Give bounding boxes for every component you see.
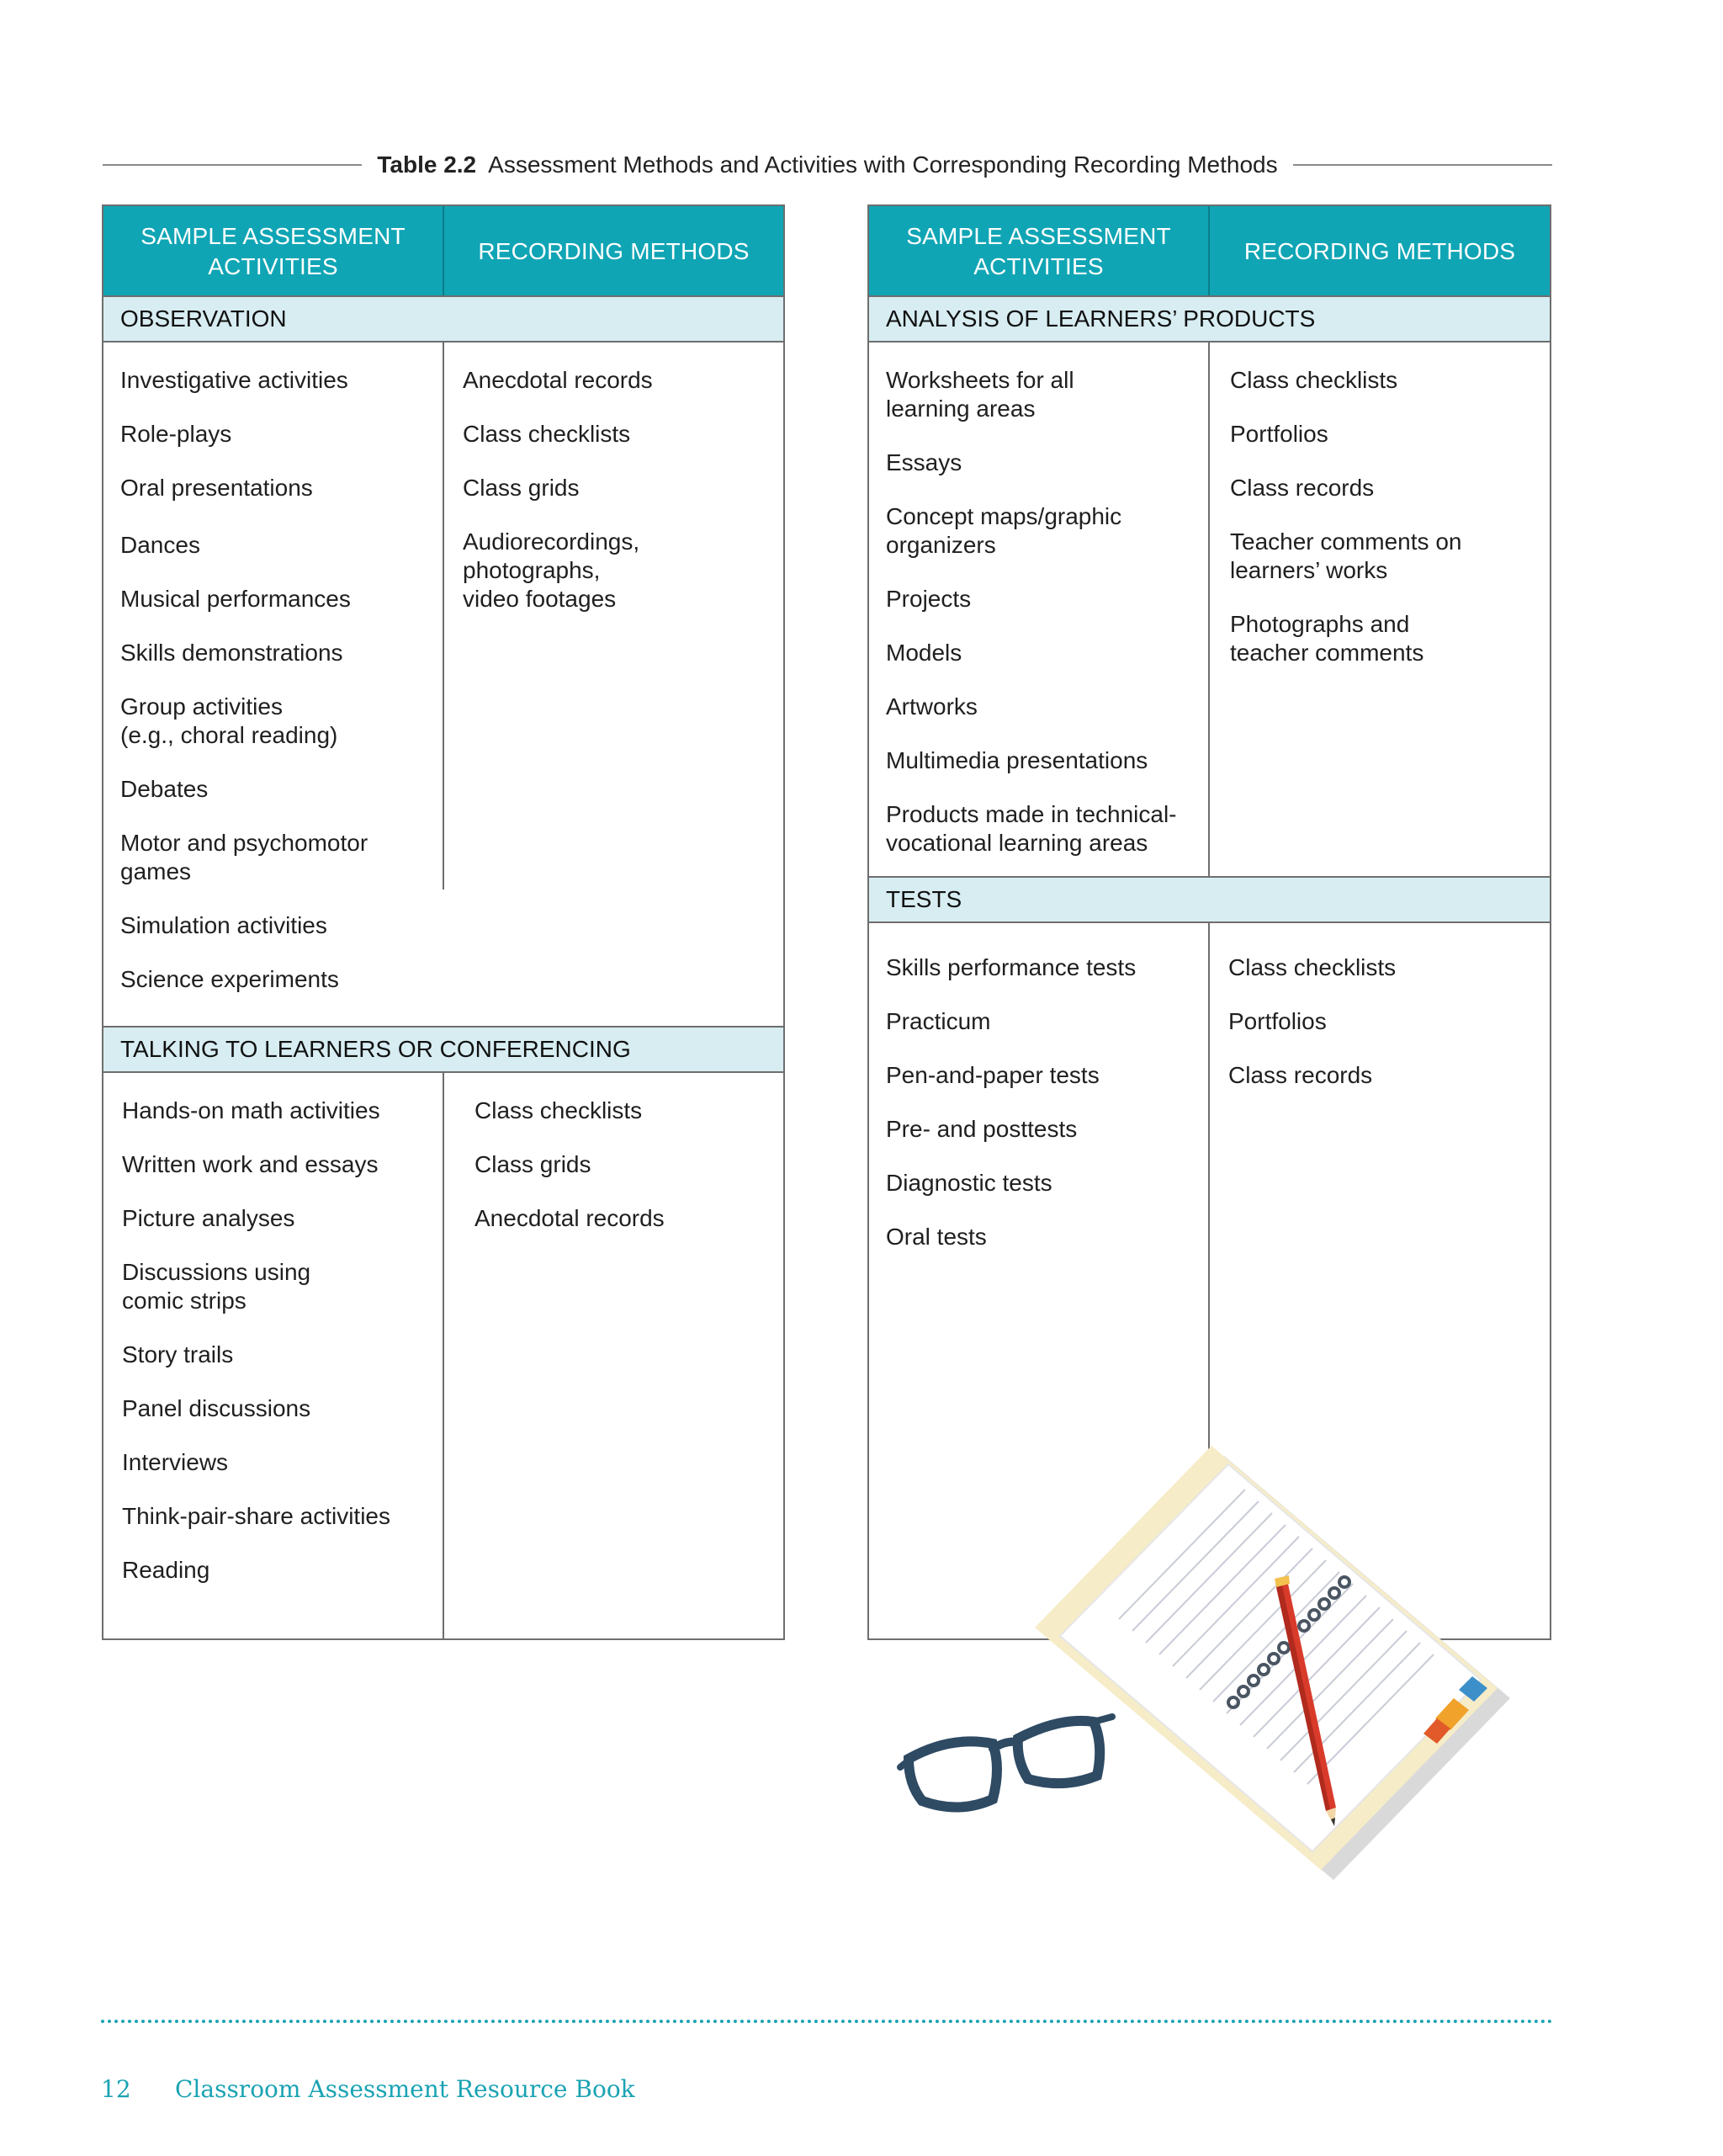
list-item: Class checklists [474,1097,643,1123]
list-item: Interviews [122,1449,229,1475]
list-item: Debates [120,776,209,802]
left-table-header [103,206,783,297]
list-item: Class checklists [463,421,631,447]
section-observation: OBSERVATION [103,295,783,343]
list-item: Skills demonstrations [120,640,343,666]
caption-rule-left [103,164,362,166]
list-item: Photographs and teacher comments [1230,611,1424,666]
list-item: Think-pair-share activities [122,1503,390,1529]
list-item: Science experiments [120,966,339,992]
list-item: Models [886,640,962,666]
list-item: Portfolios [1230,421,1328,447]
header-activities: SAMPLE ASSESSMENT ACTIVITIES [103,206,444,297]
right-table-header [869,206,1550,297]
list-item: Concept maps/graphic organizers [886,503,1122,558]
list-item: Panel discussions [122,1395,311,1421]
header-recording: RECORDING METHODS [1243,238,1516,264]
list-item: Class grids [463,475,580,501]
list-item: Class checklists [1228,954,1397,980]
book-title: Classroom Assessment Resource Book [175,2075,635,2103]
list-item: Skills performance tests [886,954,1137,980]
list-item: Audiorecordings, photographs, video footages [463,528,640,612]
list-item: Multimedia presentations [886,747,1148,773]
list-item: Worksheets for all learning areas [886,367,1074,422]
left-table [102,204,785,1640]
list-item: Group activities (e.g., choral reading) [120,693,338,748]
right-table [867,204,1551,1640]
list-item: Investigative activities [120,367,348,393]
list-item: Diagnostic tests [886,1170,1052,1196]
page-number: 12 [101,2075,131,2103]
list-item: Written work and essays [122,1151,379,1177]
list-item: Teacher comments on learners’ works [1230,528,1462,583]
list-item: Essays [886,449,962,475]
caption-title: Assessment Methods and Activities with Corresponding Recording Methods [488,151,1278,178]
list-item: Story trails [122,1341,234,1367]
desk-illustration [892,1431,1531,1902]
footer-divider [101,2020,1553,2023]
list-item: Musical performances [120,586,351,612]
list-item: Reading [122,1557,210,1583]
list-item: Class checklists [1230,367,1398,393]
list-item: Role-plays [120,421,232,447]
list-item: Motor and psychomotor games [120,830,368,884]
section-tests: TESTS [869,876,1550,923]
list-item: Pre- and posttests [886,1116,1078,1142]
header-recording: RECORDING METHODS [478,238,750,264]
table-caption [103,150,1552,180]
caption-rule-right [1293,164,1552,166]
list-item: Anecdotal records [463,367,653,393]
list-item: Dances [120,532,200,558]
list-item: Oral tests [886,1224,987,1250]
section-learners-products: ANALYSIS OF LEARNERS’ PRODUCTS [869,295,1550,343]
section-conferencing: TALKING TO LEARNERS OR CONFERENCING [103,1026,783,1073]
list-item: Class records [1228,1062,1373,1088]
notebook-illustration [1035,1446,1510,1880]
header-activities: SAMPLE ASSESSMENT ACTIVITIES [869,206,1210,297]
list-item: Hands-on math activities [122,1097,380,1123]
list-item: Simulation activities [120,912,327,938]
caption-text [362,151,1292,178]
eyeglasses-illustration [900,1717,1112,1808]
list-item: Picture analyses [122,1205,295,1231]
list-item: Projects [886,586,972,612]
caption-label: Table 2.2 [377,151,477,178]
list-item: Discussions using comic strips [122,1259,311,1314]
list-item: Anecdotal records [474,1205,665,1231]
list-item: Artworks [886,693,978,720]
list-item: Oral presentations [120,475,313,501]
list-item: Class grids [474,1151,591,1177]
list-item: Products made in technical- vocational learning areas [886,801,1177,856]
list-item: Practicum [886,1008,991,1034]
list-item: Portfolios [1228,1008,1327,1034]
list-item: Pen-and-paper tests [886,1062,1100,1088]
list-item: Class records [1230,475,1375,501]
